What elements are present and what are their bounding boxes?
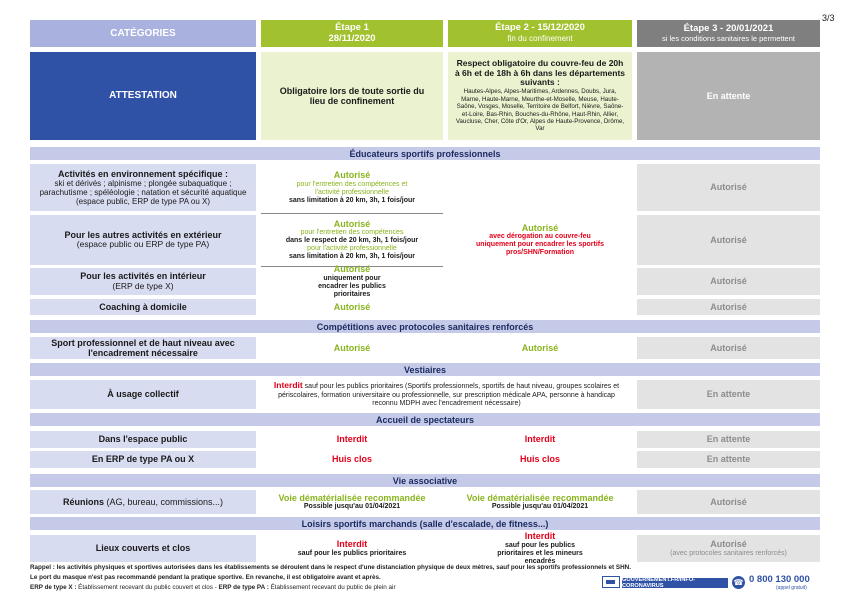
header-etape1 bbox=[261, 20, 443, 47]
etape2-title: Étape 2 - 15/12/2020 bbox=[495, 22, 585, 34]
screen-icon bbox=[602, 576, 620, 588]
attestation-label bbox=[30, 52, 256, 140]
etape3-title: Étape 3 - 20/01/2021 bbox=[683, 22, 774, 34]
exterieur-title: Pour les autres activités en extérieur bbox=[64, 229, 222, 240]
coaching-e3-status: Autorisé bbox=[710, 301, 747, 312]
row-espace-public-label bbox=[30, 431, 256, 448]
espace-public-e2-status: Interdit bbox=[524, 434, 556, 445]
erp-pa-x-etape2 bbox=[448, 451, 632, 468]
env-spec-e1-green: pour l'entretien des compétences et l'activité professionnelle bbox=[296, 180, 408, 196]
coaching-etape1 bbox=[261, 299, 443, 315]
env-spec-e3-status: Autorisé bbox=[710, 182, 747, 193]
exterieur-e3-status: Autorisé bbox=[710, 234, 747, 245]
phone-icon: ☎ bbox=[733, 578, 744, 587]
interieur-etape1 bbox=[261, 264, 443, 298]
sport-pro-e1-status: Autorisé bbox=[333, 342, 371, 353]
footer-rappel-text: Rappel : les activités physiques et sportives autorisées dans les établissements se déroulent dans le respect d'une distanciation physique de deux mètres, sauf pour les sportifs professionnels et SHN. bbox=[30, 564, 631, 571]
sport-pro-etape2 bbox=[448, 337, 632, 359]
reunions-etape1 bbox=[261, 490, 443, 514]
interieur-e3-status: Autorisé bbox=[710, 276, 747, 287]
phone-number[interactable]: 0 800 130 000 bbox=[749, 574, 810, 585]
lieux-etape1 bbox=[261, 535, 443, 562]
section-vestiaires: Vestiaires bbox=[30, 363, 820, 376]
erp-pa-x-e1-status: Huis clos bbox=[331, 454, 372, 465]
env-spec-desc: ski et dérivés ; alpinisme ; plongée subaquatique ; parachutisme ; spéléologie ; natation et sécurité aquatique (espace public, ERP de type PA ou X) bbox=[39, 178, 247, 207]
row-lieux-label bbox=[30, 535, 256, 562]
row-usage-collectif-label bbox=[30, 380, 256, 409]
interieur-e1-status: Autorisé bbox=[333, 264, 371, 275]
footer-rappel bbox=[30, 564, 631, 571]
divider bbox=[261, 213, 443, 214]
sport-pro-etape3 bbox=[637, 337, 820, 359]
sport-pro-title: Sport professionnel et de haut niveau avec l'encadrement nécessaire bbox=[51, 337, 235, 358]
footer-erp bbox=[30, 584, 396, 591]
attestation-text: ATTESTATION bbox=[109, 90, 177, 102]
env-spec-e1-status: Autorisé bbox=[333, 170, 371, 181]
row-erp-pa-x-label bbox=[30, 451, 256, 468]
erp-pa-x-e2-status: Huis clos bbox=[519, 454, 560, 465]
env-spec-etape3 bbox=[637, 164, 820, 211]
usage-collectif-etape12 bbox=[261, 380, 632, 409]
etape1-date: 28/11/2020 bbox=[328, 32, 376, 44]
header-etape2 bbox=[448, 20, 632, 47]
reunions-e2-note: Possible jusqu'au 01/04/2021 bbox=[491, 503, 589, 511]
usage-collectif-e3-status: En attente bbox=[706, 389, 751, 400]
etape2-subtitle: fin du confinement bbox=[507, 34, 573, 44]
reunions-etape2 bbox=[448, 490, 632, 514]
erp-pa-x-etape1 bbox=[261, 451, 443, 468]
reunions-e2-status: Voie dématérialisée recommandée bbox=[466, 492, 614, 503]
exterieur-etape1 bbox=[261, 215, 443, 265]
exterieur-e2-red: avec dérogation au couvre-feu uniquement pour encadrer les sportifs pros/SHN/Formation bbox=[476, 233, 604, 257]
interieur-desc: (ERP de type X) bbox=[112, 280, 174, 291]
section-vie-associative: Vie associative bbox=[30, 474, 820, 487]
exterieur-desc: (espace public ou ERP de type PA) bbox=[76, 239, 210, 250]
footer-erp-pa-label: ERP de type PA : bbox=[218, 584, 269, 591]
section-accueil: Accueil de spectateurs bbox=[30, 413, 820, 426]
attestation-etape2-title: Respect obligatoire du couvre-feu de 20h à 6h et de 18h à 6h dans les départements suivants : bbox=[454, 58, 626, 87]
etape3-subtitle: si les conditions sanitaires le permettent bbox=[662, 33, 795, 43]
attestation-etape2 bbox=[448, 52, 632, 140]
footer-erp-x-label: ERP de type X : bbox=[30, 584, 77, 591]
espace-public-e3-status: En attente bbox=[706, 434, 751, 445]
espace-public-title: Dans l'espace public bbox=[98, 434, 188, 445]
lieux-e2-status: Interdit bbox=[524, 531, 556, 542]
footer-erp-pa-text: Établissement recevant du public de plein air bbox=[268, 584, 396, 591]
coaching-etape3 bbox=[637, 299, 820, 315]
erp-pa-x-etape3 bbox=[637, 451, 820, 468]
lieux-title: Lieux couverts et clos bbox=[95, 543, 191, 554]
lieux-e1-status: Interdit bbox=[336, 539, 368, 550]
env-spec-title: Activités en environnement spécifique : bbox=[57, 168, 229, 179]
attestation-etape3 bbox=[637, 52, 820, 140]
row-exterieur-label bbox=[30, 215, 256, 265]
reunions-etape3 bbox=[637, 490, 820, 514]
section-educateurs: Éducateurs sportifs professionnels bbox=[30, 147, 820, 160]
exterieur-e1-black2: sans limitation à 20 km, 3h, 1 fois/jour bbox=[288, 253, 416, 261]
exterieur-e1-black1: dans le respect de 20 km, 3h, 1 fois/jour bbox=[285, 237, 419, 245]
exterieur-e2-status: Autorisé bbox=[521, 222, 559, 233]
erp-pa-x-e3-status: En attente bbox=[706, 454, 751, 465]
usage-collectif-details: sauf pour les publics prioritaires (Sportifs professionnels, sportifs de haut niveau, groupes scolaires et périscolaires, formation universitaire ou professionnelle, sur prescription médicale APA, personne à handicap reconnu MDPH avec l'encadrement nécessaire) bbox=[278, 383, 620, 408]
reunions-e1-status: Voie dématérialisée recommandée bbox=[278, 492, 426, 503]
page-number: 3/3 bbox=[822, 13, 835, 23]
exterieur-e1-status: Autorisé bbox=[333, 218, 371, 229]
reunions-desc: (AG, bureau, commissions...) bbox=[103, 496, 224, 507]
lieux-etape3 bbox=[637, 535, 820, 562]
usage-collectif-interdit: Interdit bbox=[273, 380, 303, 391]
exterieur-etape2 bbox=[448, 215, 632, 265]
attestation-departements: Hautes-Alpes, Alpes-Maritimes, Ardennes, Doubs, Jura, Marne, Haute-Marne, Meurthe-et-Moselle, Meuse, Haute-Saône, Vosges, Moselle, Territoire de Belfort, Nièvre, Saône-et-Loire, Bas-Rhin, Bouches-du-Rhône, Haut-Rhin, Allier, Vaucluse, Cher, Côte d'Or, Alpes de Haute-Provence, Drôme, Var bbox=[455, 88, 625, 133]
coaching-title: Coaching à domicile bbox=[99, 301, 187, 312]
interieur-title: Pour les activités en intérieur bbox=[80, 271, 206, 282]
sport-pro-e2-status: Autorisé bbox=[521, 342, 559, 353]
lieux-etape2 bbox=[448, 531, 632, 565]
interieur-e1-black: uniquement pour encadrer les publics prioritaires bbox=[318, 274, 386, 298]
espace-public-etape1 bbox=[261, 431, 443, 448]
section-loisirs: Loisirs sportifs marchands (salle d'escalade, de fitness...) bbox=[30, 517, 820, 530]
espace-public-etape3 bbox=[637, 431, 820, 448]
espace-public-etape2 bbox=[448, 431, 632, 448]
footer-masque-text: Le port du masque n'est pas recommandé pendant la pratique sportive. En revanche, il est obligatoire avant et après. bbox=[30, 574, 381, 581]
espace-public-e1-status: Interdit bbox=[336, 434, 368, 445]
exterieur-e1-green2: pour l'activité professionnelle bbox=[307, 245, 397, 253]
reunions-e3-status: Autorisé bbox=[710, 496, 747, 507]
coaching-e1-status: Autorisé bbox=[333, 301, 371, 312]
erp-pa-x-title: En ERP de type PA ou X bbox=[91, 454, 195, 465]
attestation-etape3-text: En attente bbox=[706, 90, 751, 101]
exterieur-e1-green1: pour l'entretien des compétences bbox=[300, 229, 404, 237]
row-interieur-label bbox=[30, 268, 256, 295]
attestation-etape1 bbox=[261, 52, 443, 140]
phone-sub: (appel gratuit) bbox=[776, 585, 807, 591]
row-env-spec-label bbox=[30, 164, 256, 211]
reunions-e1-note: Possible jusqu'au 01/04/2021 bbox=[303, 503, 401, 511]
env-spec-e1-black: sans limitation à 20 km, 3h, 1 fois/jour bbox=[288, 196, 416, 204]
row-reunions-label bbox=[30, 490, 256, 514]
lieux-e3-note: (avec protocoles sanitaires renforcés) bbox=[670, 549, 787, 557]
header-categories-label: CATÉGORIES bbox=[110, 27, 176, 39]
gov-url-link[interactable]: GOUVERNEMENT.FR/INFO-CORONAVIRUS bbox=[622, 578, 728, 588]
row-sport-pro-label bbox=[30, 337, 256, 359]
env-spec-etape1 bbox=[261, 164, 443, 211]
header-categories bbox=[30, 20, 256, 47]
section-competitions: Compétitions avec protocoles sanitaires renforcés bbox=[30, 320, 820, 333]
row-coaching-label bbox=[30, 299, 256, 315]
lieux-e1-note: sauf pour les publics prioritaires bbox=[297, 549, 407, 557]
footer-masque bbox=[30, 574, 381, 581]
sport-pro-etape1 bbox=[261, 337, 443, 359]
attestation-etape1-text: Obligatoire lors de toute sortie du lieu de confinement bbox=[279, 85, 425, 106]
interieur-etape3 bbox=[637, 268, 820, 295]
etape1-title: Étape 1 bbox=[335, 21, 369, 33]
lieux-e3-status: Autorisé bbox=[710, 539, 747, 550]
reunions-title: Réunions bbox=[62, 496, 104, 507]
sport-pro-e3-status: Autorisé bbox=[710, 342, 747, 353]
footer-erp-x-text: Établissement recevant du public couvert et clos - bbox=[76, 584, 219, 591]
exterieur-etape3 bbox=[637, 215, 820, 265]
usage-collectif-etape3 bbox=[637, 380, 820, 409]
usage-collectif-title: À usage collectif bbox=[107, 389, 179, 400]
header-etape3 bbox=[637, 20, 820, 47]
lieux-e2-note: sauf pour les publics prioritaires et les mineurs encadrés bbox=[497, 541, 583, 565]
